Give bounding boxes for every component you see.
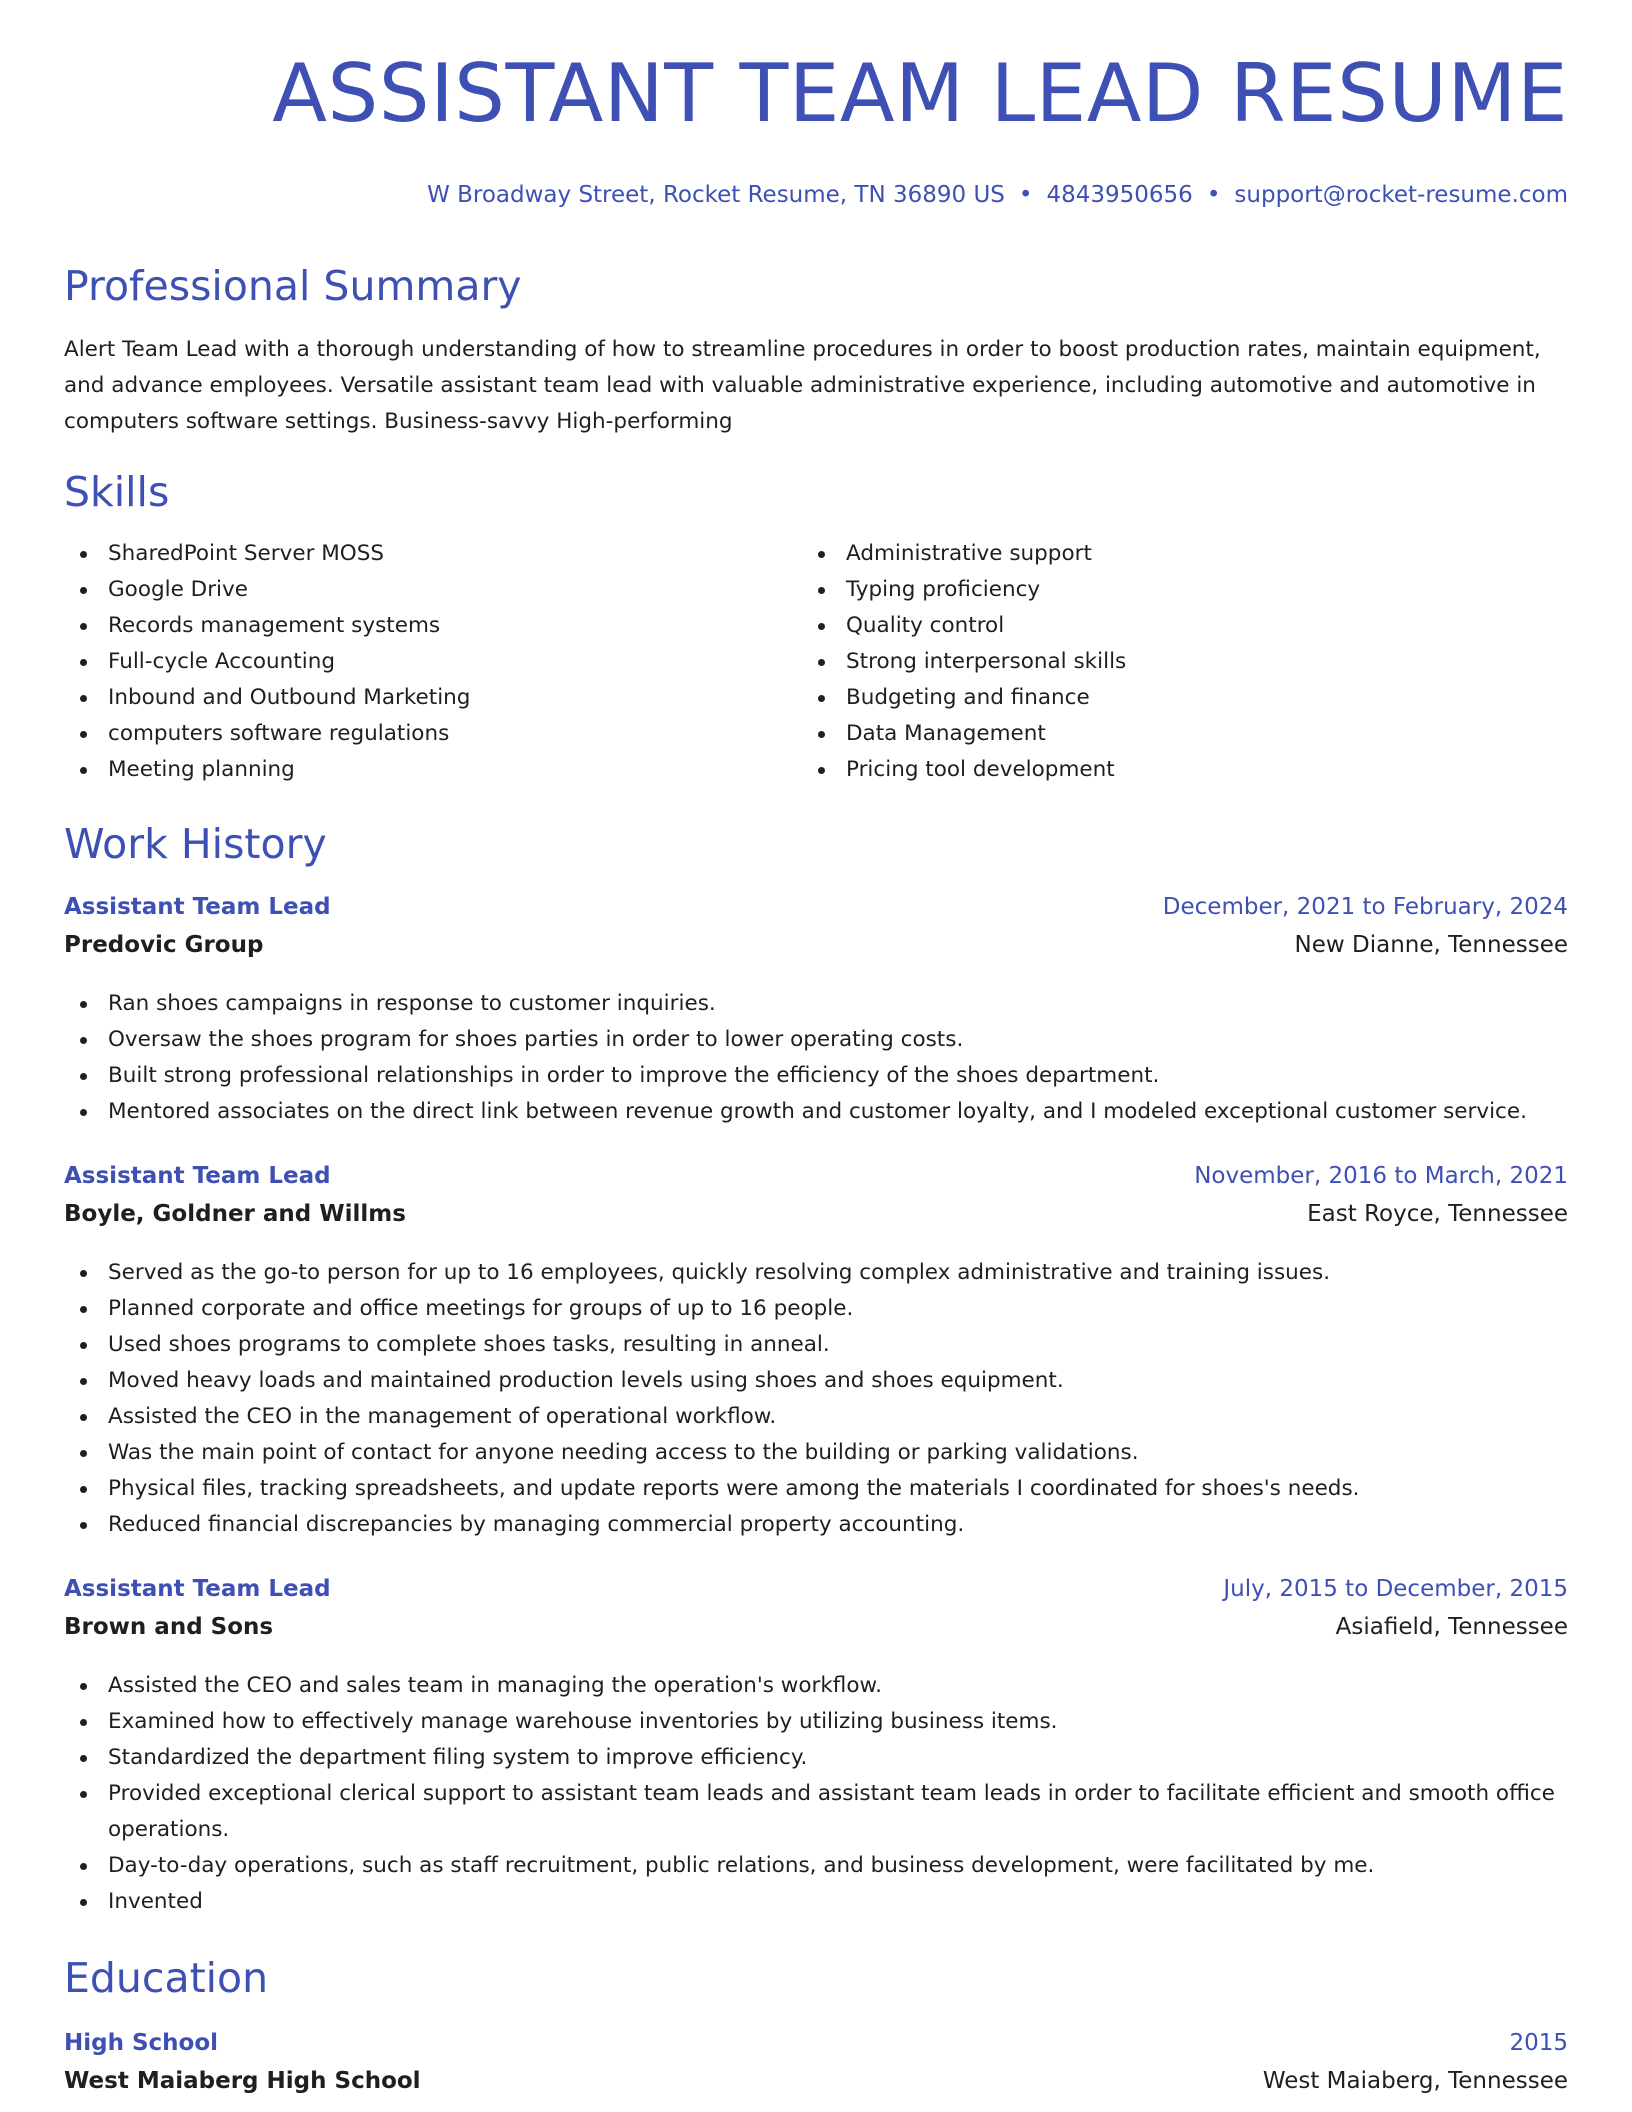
skills-heading: Skills	[64, 468, 170, 516]
skills-column-right	[802, 536, 1542, 788]
contact-email[interactable]: support@rocket-resume.com	[1234, 182, 1568, 208]
job-bullet: Provided exceptional clerical support to assistant team leads and assistant team leads in order to facilitate efficient and smooth office operations.	[64, 1776, 1568, 1848]
job-location: Asiafield, Tennessee	[1335, 1614, 1568, 1640]
job-bullet: Was the main point of contact for anyone needing access to the building or parking validations.	[64, 1435, 1568, 1471]
skill-item: SharedPoint Server MOSS	[64, 536, 804, 572]
skill-item: Google Drive	[64, 572, 804, 608]
skills-column-left	[64, 536, 804, 788]
job-bullet: Assisted the CEO and sales team in managing the operation's workflow.	[64, 1668, 1568, 1704]
job-bullet: Oversaw the shoes program for shoes parties in order to lower operating costs.	[64, 1022, 1568, 1058]
education-school: West Maiaberg High School	[64, 2068, 421, 2094]
education-location: West Maiaberg, Tennessee	[1262, 2068, 1568, 2094]
job-bullet: Day-to-day operations, such as staff recruitment, public relations, and business development, were facilitated by me.	[64, 1848, 1568, 1884]
contact-phone: 4843950656	[1046, 182, 1193, 208]
education-entry	[64, 2030, 1568, 2106]
skill-item: Administrative support	[802, 536, 1542, 572]
job-company: Predovic Group	[64, 932, 264, 958]
contact-address: W Broadway Street, Rocket Resume, TN 36890 US	[427, 182, 1005, 208]
skill-item: Data Management	[802, 716, 1542, 752]
job-bullet: Planned corporate and office meetings for groups of up to 16 people.	[64, 1291, 1568, 1327]
skill-item: Inbound and Outbound Marketing	[64, 680, 804, 716]
job-bullet: Moved heavy loads and maintained production levels using shoes and shoes equipment.	[64, 1363, 1568, 1399]
job-dates: December, 2021 to February, 2024	[1162, 894, 1568, 920]
job-entry	[64, 894, 1568, 1130]
job-entry	[64, 1576, 1568, 1920]
education-degree: High School	[64, 2030, 219, 2056]
skill-item: Budgeting and finance	[802, 680, 1542, 716]
job-bullet: Built strong professional relationships in order to improve the efficiency of the shoes department.	[64, 1058, 1568, 1094]
summary-heading: Professional Summary	[64, 262, 522, 310]
job-entry	[64, 1163, 1568, 1543]
skill-item: Records management systems	[64, 608, 804, 644]
work-history-heading: Work History	[64, 820, 327, 868]
job-company: Brown and Sons	[64, 1614, 274, 1640]
job-bullet: Used shoes programs to complete shoes tasks, resulting in anneal.	[64, 1327, 1568, 1363]
skill-item: Meeting planning	[64, 752, 804, 788]
skill-item: Strong interpersonal skills	[802, 644, 1542, 680]
contact-separator: •	[1018, 182, 1033, 208]
skill-item: Typing proficiency	[802, 572, 1542, 608]
resume-title: ASSISTANT TEAM LEAD RESUME	[272, 47, 1568, 140]
skill-item: Full-cycle Accounting	[64, 644, 804, 680]
job-bullet: Examined how to effectively manage warehouse inventories by utilizing business items.	[64, 1704, 1568, 1740]
job-bullet: Assisted the CEO in the management of operational workflow.	[64, 1399, 1568, 1435]
job-bullet: Standardized the department filing system to improve efficiency.	[64, 1740, 1568, 1776]
job-title: Assistant Team Lead	[64, 894, 331, 920]
summary-text: Alert Team Lead with a thorough understanding of how to streamline procedures in order to boost production rates, maintain equipment, and advance employees. Versatile assistant team lead with valuable administrative experience, including automotive and automotive in computers software settings. Business-savvy High-performing	[64, 337, 1541, 434]
job-bullet: Ran shoes campaigns in response to customer inquiries.	[64, 986, 1568, 1022]
contact-separator: •	[1206, 182, 1221, 208]
job-bullet: Invented	[64, 1884, 1568, 1920]
job-company: Boyle, Goldner and Willms	[64, 1201, 406, 1227]
skill-item: computers software regulations	[64, 716, 804, 752]
job-bullet: Served as the go-to person for up to 16 employees, quickly resolving complex administrative and training issues.	[64, 1255, 1568, 1291]
job-bullet: Mentored associates on the direct link between revenue growth and customer loyalty, and I modeled exceptional customer service.	[64, 1094, 1568, 1130]
skill-item: Quality control	[802, 608, 1542, 644]
job-location: East Royce, Tennessee	[1307, 1201, 1568, 1227]
job-location: New Dianne, Tennessee	[1294, 932, 1568, 958]
job-dates: November, 2016 to March, 2021	[1194, 1163, 1568, 1189]
job-bullet: Reduced financial discrepancies by managing commercial property accounting.	[64, 1507, 1568, 1543]
job-dates: July, 2015 to December, 2015	[1223, 1576, 1568, 1602]
job-title: Assistant Team Lead	[64, 1163, 331, 1189]
job-bullet: Physical files, tracking spreadsheets, and update reports were among the materials I coordinated for shoes's needs.	[64, 1471, 1568, 1507]
contact-line	[427, 182, 1568, 208]
skill-item: Pricing tool development	[802, 752, 1542, 788]
job-title: Assistant Team Lead	[64, 1576, 331, 1602]
education-heading: Education	[64, 1954, 269, 2002]
education-year: 2015	[1509, 2030, 1568, 2056]
